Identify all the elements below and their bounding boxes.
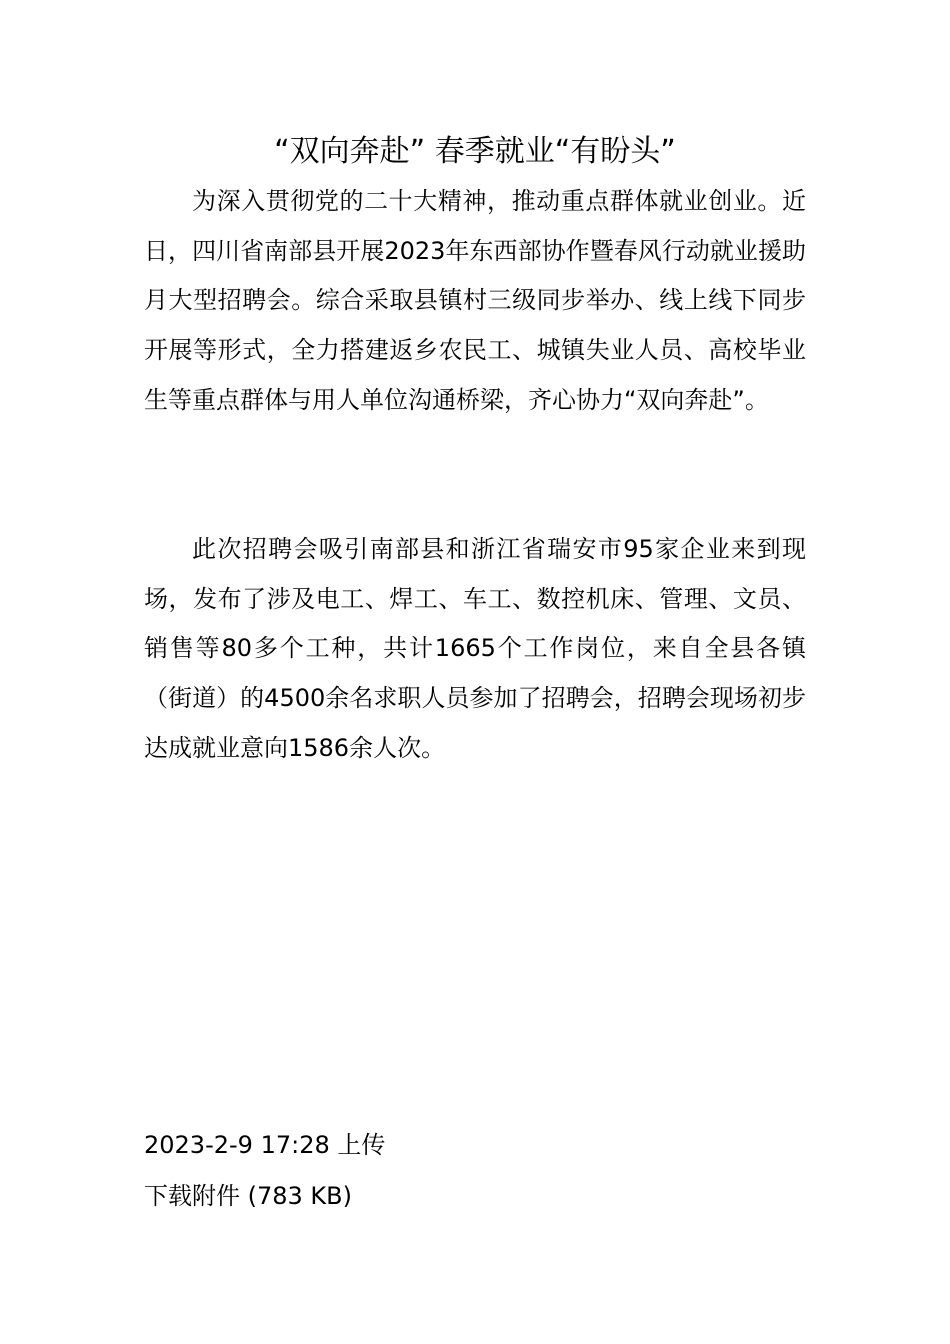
article-paragraph-1: 为深入贯彻党的二十大精神，推动重点群体就业创业。近日，四川省南部县开展2023年东西部协作暨春风行动就业援助月大型招聘会。综合采取县镇村三级同步举办、线上线下同步开展等形式，全力搭建返乡农民工、城镇失业人员、高校毕业生等重点群体与用人单位沟通桥梁，齐心协力“双向奔赴”。 — [144, 187, 806, 414]
download-attachment-link[interactable]: 下载附件 (783 KB) — [144, 1182, 352, 1210]
article-title: “双向奔赴” 春季就业“有盼头” — [274, 134, 676, 169]
upload-timestamp: 2023-2-9 17:28 上传 — [144, 1131, 386, 1159]
article-paragraph-2: 此次招聘会吸引南部县和浙江省瑞安市95家企业来到现场，发布了涉及电工、焊工、车工、数控机床、管理、文员、销售等80多个工种，共计1665个工作岗位，来自全县各镇（街道）的4500余名求职人员参加了招聘会，招聘会现场初步达成就业意向1586余人次。 — [144, 535, 806, 762]
